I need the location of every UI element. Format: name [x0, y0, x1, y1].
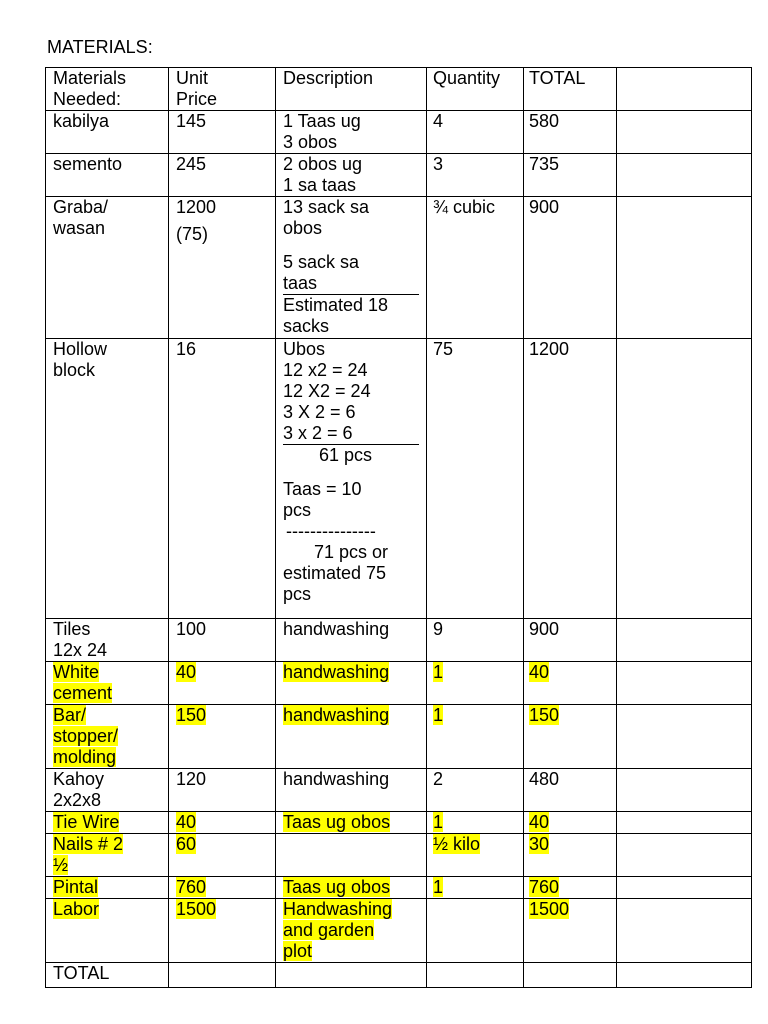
table-row [46, 339, 752, 619]
quantity: 4 [427, 111, 524, 154]
total: 760 [524, 877, 617, 899]
quantity: ¾ cubic [427, 197, 524, 339]
blank-cell [617, 769, 752, 812]
quantity [427, 899, 524, 963]
description: Handwashing and garden plot [276, 899, 427, 963]
blank-cell [617, 812, 752, 834]
header-quantity: Quantity [427, 68, 524, 111]
unit-price: 760 [169, 877, 276, 899]
quantity: 1 [427, 705, 524, 769]
table-row [46, 877, 752, 899]
blank-cell [617, 111, 752, 154]
header-materials: Materials Needed: [46, 68, 169, 111]
table-row [46, 705, 752, 769]
description: handwashing [276, 705, 427, 769]
blank-cell [617, 197, 752, 339]
table-row [46, 812, 752, 834]
unit-price: 1200 (75) [169, 197, 276, 339]
material-name: Tiles 12x 24 [46, 619, 169, 662]
blank-cell [617, 619, 752, 662]
page-heading: MATERIALS: [47, 37, 153, 57]
quantity: 1 [427, 812, 524, 834]
description: Taas ug obos [276, 812, 427, 834]
total: 1200 [524, 339, 617, 619]
total: 900 [524, 197, 617, 339]
total: 480 [524, 769, 617, 812]
blank-cell [617, 339, 752, 619]
material-name: Nails # 2 ½ [46, 834, 169, 877]
blank-cell [169, 963, 276, 988]
unit-price: 145 [169, 111, 276, 154]
table-row [46, 111, 752, 154]
unit-price: 120 [169, 769, 276, 812]
header-description: Description [276, 68, 427, 111]
unit-price: 100 [169, 619, 276, 662]
unit-price: 150 [169, 705, 276, 769]
quantity: 75 [427, 339, 524, 619]
blank-cell [617, 963, 752, 988]
header-blank [617, 68, 752, 111]
table-row [46, 619, 752, 662]
blank-cell [524, 963, 617, 988]
total: 40 [524, 662, 617, 705]
material-name: Kahoy 2x2x8 [46, 769, 169, 812]
blank-cell [617, 154, 752, 197]
blank-cell [617, 705, 752, 769]
description: Ubos 12 x2 = 24 12 X2 = 24 3 X 2 = 6 3 x 2 = 6 61 pcs Taas = 10 pcs --------------- 71 pcs or estimated 75 pcs [276, 339, 427, 619]
material-name: Labor [46, 899, 169, 963]
description: 1 Taas ug 3 obos [276, 111, 427, 154]
unit-price: 40 [169, 812, 276, 834]
quantity: 1 [427, 662, 524, 705]
table-row [46, 154, 752, 197]
unit-price: 1500 [169, 899, 276, 963]
description [276, 834, 427, 877]
material-name: Bar/ stopper/ molding [46, 705, 169, 769]
total: 735 [524, 154, 617, 197]
quantity: ½ kilo [427, 834, 524, 877]
quantity: 2 [427, 769, 524, 812]
total-label: TOTAL [46, 963, 169, 988]
material-name: semento [46, 154, 169, 197]
material-name: Pintal [46, 877, 169, 899]
total: 30 [524, 834, 617, 877]
table-row [46, 769, 752, 812]
total: 40 [524, 812, 617, 834]
description: 2 obos ug 1 sa taas [276, 154, 427, 197]
blank-cell [427, 963, 524, 988]
table-row [46, 197, 752, 339]
table-row [46, 834, 752, 877]
unit-price: 245 [169, 154, 276, 197]
total: 1500 [524, 899, 617, 963]
material-name: White cement [46, 662, 169, 705]
quantity: 1 [427, 877, 524, 899]
header-unit-price: Unit Price [169, 68, 276, 111]
description: handwashing [276, 619, 427, 662]
blank-cell [617, 834, 752, 877]
total: 900 [524, 619, 617, 662]
total: 580 [524, 111, 617, 154]
blank-cell [617, 662, 752, 705]
total: 150 [524, 705, 617, 769]
blank-cell [276, 963, 427, 988]
description: 13 sack sa obos 5 sack sa taas Estimated 18 sacks [276, 197, 427, 339]
materials-table [45, 67, 752, 988]
unit-price: 60 [169, 834, 276, 877]
material-name: Graba/ wasan [46, 197, 169, 339]
description: handwashing [276, 662, 427, 705]
table-row [46, 662, 752, 705]
header-total: TOTAL [524, 68, 617, 111]
table-row [46, 899, 752, 963]
material-name: Tie Wire [46, 812, 169, 834]
description: handwashing [276, 769, 427, 812]
unit-price: 16 [169, 339, 276, 619]
blank-cell [617, 877, 752, 899]
total-row [46, 963, 752, 988]
table-header-row [46, 68, 752, 111]
blank-cell [617, 899, 752, 963]
material-name: kabilya [46, 111, 169, 154]
quantity: 9 [427, 619, 524, 662]
unit-price: 40 [169, 662, 276, 705]
quantity: 3 [427, 154, 524, 197]
material-name: Hollow block [46, 339, 169, 619]
description: Taas ug obos [276, 877, 427, 899]
